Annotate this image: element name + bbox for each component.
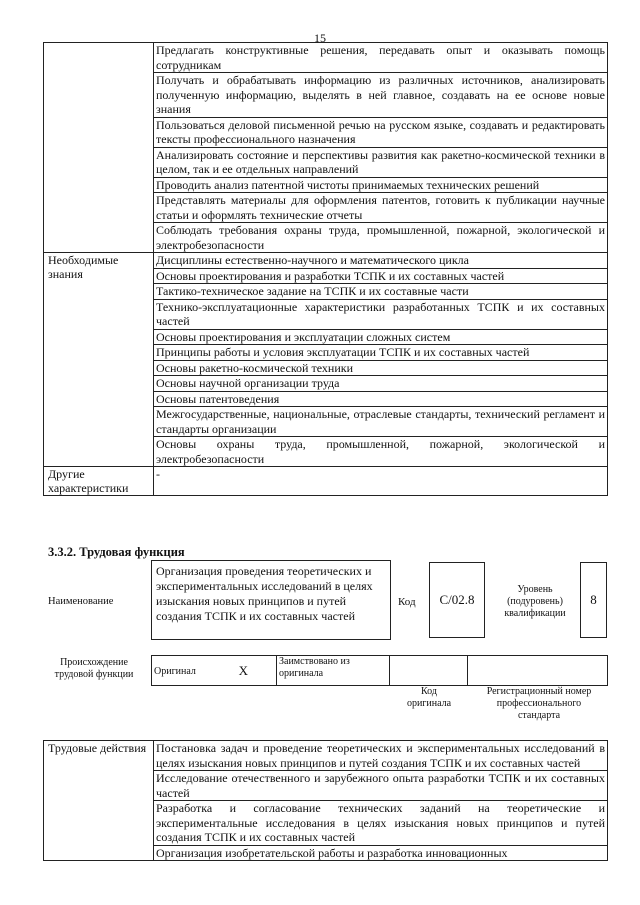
- other-characteristics-row: [44, 467, 608, 496]
- code-origin-caption: Код оригинала: [406, 686, 452, 709]
- labor-action-row: [44, 741, 608, 771]
- row-text: Дисциплины естественно-научного и математического цикла: [154, 253, 608, 269]
- original-label: Оригинал: [154, 666, 196, 677]
- row-text: Исследование отечественного и зарубежного опыта разработки ТСПК и их составных частей: [154, 771, 608, 801]
- code-label: Код: [398, 596, 416, 608]
- original-cell: [152, 656, 277, 686]
- function-name-box: [151, 560, 391, 640]
- level-box: [580, 562, 607, 638]
- row-text: Анализировать состояние и перспективы развития как ракетно-космической техники в целом, так и ее отдельных направлений: [154, 147, 608, 177]
- page-number: 15: [314, 31, 326, 45]
- row-text: Основы ракетно-космической техники: [154, 360, 608, 376]
- row-text: Принципы работы и условия эксплуатации ТСПК и их составных частей: [154, 345, 608, 361]
- row-text: Соблюдать требования охраны труда, промышленной, пожарной, экологической и электробезопасности: [154, 223, 608, 253]
- row-text: -: [154, 467, 608, 496]
- row-text: Основы охраны труда, промышленной, пожарной, экологической и электробезопасности: [154, 437, 608, 467]
- row-label: Другие характеристики: [44, 467, 154, 496]
- row-text: Основы проектирования и эксплуатации сложных систем: [154, 329, 608, 345]
- row-text: Основы научной организации труда: [154, 376, 608, 392]
- row-text: Представлять материалы для оформления патентов, готовить к публикации научные статьи и оформлять технические отчеты: [154, 193, 608, 223]
- row-text: Межгосударственные, национальные, отраслевые стандарты, технический регламент и стандарты организации: [154, 407, 608, 437]
- row-label: Трудовые действия: [44, 741, 154, 861]
- level-value: 8: [590, 592, 597, 607]
- labor-actions-table: [43, 740, 608, 861]
- row-text: Основы патентоведения: [154, 391, 608, 407]
- borrowed-label: Заимствовано из оригинала: [277, 656, 390, 686]
- row-text: Организация изобретательской работы и разработка инновационных: [154, 845, 608, 861]
- row-text: Основы проектирования и разработки ТСПК и их составных частей: [154, 268, 608, 284]
- code-box: [429, 562, 485, 638]
- skill-row: [44, 43, 608, 73]
- original-mark: X: [238, 663, 248, 678]
- origin-table: [151, 655, 608, 686]
- function-name-value: Организация проведения теоретических и экспериментальных исследований в целях изыскания новых принципов и путей создания ТСПК и их составных частей: [156, 564, 373, 623]
- row-label: [44, 43, 154, 253]
- level-label: Уровень (подуровень) квалификации: [504, 584, 566, 619]
- skills-knowledge-table: [43, 42, 608, 496]
- code-origin-cell: [390, 656, 468, 686]
- row-text: Разработка и согласование технических заданий на теоретические и экспериментальные исследования в целях изыскания новых принципов и путей создания ТСПК и их составных частей: [154, 801, 608, 846]
- row-text: Проводить анализ патентной чистоты принимаемых технических решений: [154, 177, 608, 193]
- knowledge-row: [44, 253, 608, 269]
- row-text: Предлагать конструктивные решения, передавать опыт и оказывать помощь сотрудникам: [154, 43, 608, 73]
- row-text: Технико-эксплуатационные характеристики разработанных ТСПК и их составных частей: [154, 299, 608, 329]
- reg-number-caption: Регистрационный номер профессионального стандарта: [486, 686, 592, 721]
- row-text: Получать и обрабатывать информацию из различных источников, анализировать полученную информацию, выделять в ней главное, создавать на ее основе новые знания: [154, 73, 608, 118]
- row-text: Постановка задач и проведение теоретических и экспериментальных исследований в целях изыскания новых принципов и путей создания ТСПК и их составных частей: [154, 741, 608, 771]
- origin-label: Происхождение трудовой функции: [54, 657, 134, 680]
- row-text: Пользоваться деловой письменной речью на русском языке, создавать и редактировать тексты профессионального назначения: [154, 117, 608, 147]
- code-value: C/02.8: [439, 592, 475, 607]
- reg-number-cell: [468, 656, 608, 686]
- row-text: Тактико-техническое задание на ТСПК и их составные части: [154, 284, 608, 300]
- name-label: Наименование: [48, 596, 114, 607]
- row-label: Необходимые знания: [44, 253, 154, 467]
- section-title: 3.3.2. Трудовая функция: [48, 545, 185, 559]
